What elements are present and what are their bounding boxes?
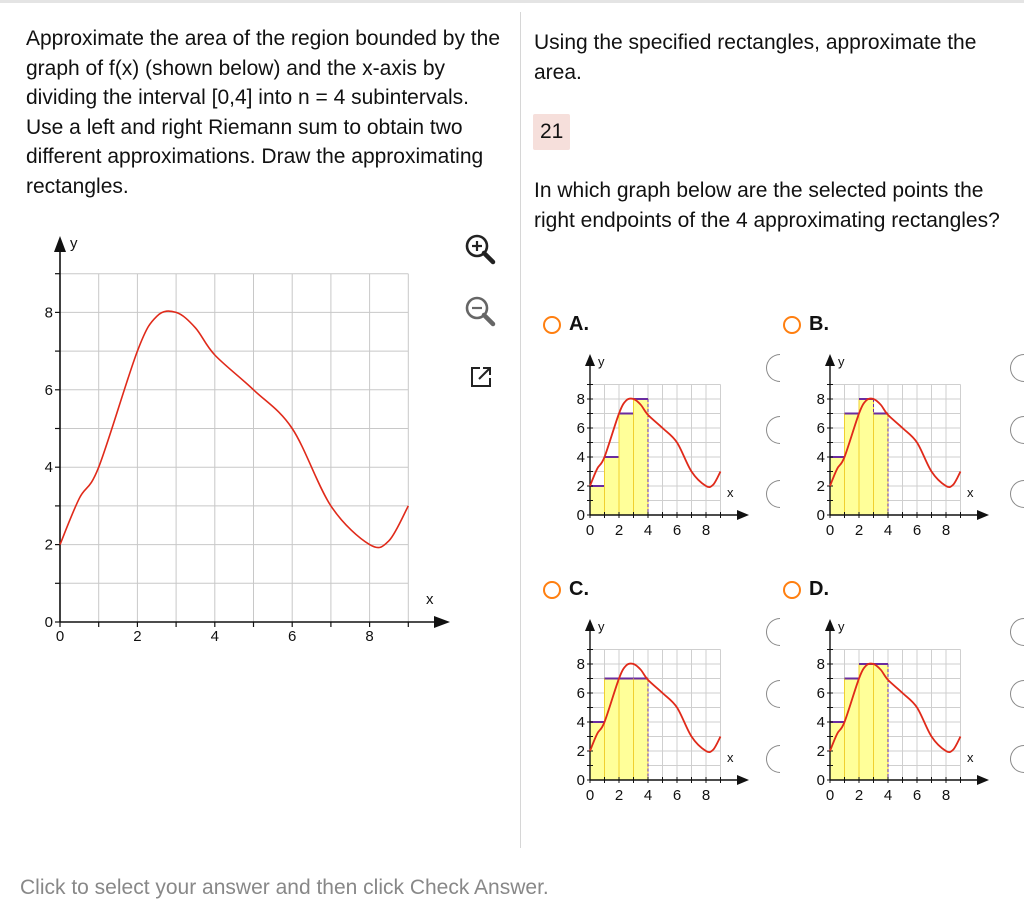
choice-a-graph — [562, 352, 752, 552]
mini-x-label: x — [967, 750, 974, 765]
side-prompt: Using the specified rectangles, approximate the area. — [534, 31, 977, 84]
mini-y-tick-label: 0 — [576, 772, 585, 789]
mini-x-tick-label: 4 — [643, 787, 653, 804]
mini-x-axis-arrow — [737, 775, 749, 785]
main-graph-ticks — [45, 274, 409, 645]
mini-x-tick-label: 6 — [672, 522, 682, 539]
mini-x-tick-label: 2 — [614, 522, 624, 539]
enlarge-graph-tab[interactable] — [1010, 618, 1024, 646]
mini-x-tick-label: 8 — [701, 522, 711, 539]
mini-x-axis-arrow — [977, 510, 989, 520]
x-tick-label: 8 — [365, 628, 374, 645]
riemann-rect — [619, 414, 634, 516]
mini-x-tick-label: 4 — [883, 787, 893, 804]
riemann-rect — [859, 664, 874, 780]
choice-b-graph — [802, 352, 992, 552]
choice-c[interactable] — [543, 578, 589, 601]
main-graph — [30, 232, 460, 652]
choice-d-radio[interactable] — [783, 581, 801, 599]
mini-y-tick-label: 2 — [576, 478, 585, 495]
zoom-out-button[interactable] — [463, 294, 497, 328]
choice-a-radio[interactable] — [543, 316, 561, 334]
new-window-button[interactable] — [466, 362, 500, 396]
main-graph-y-label: y — [70, 235, 78, 252]
enlarge-graph-tab[interactable] — [766, 745, 780, 773]
choice-a[interactable] — [543, 313, 589, 336]
choice-b-radio[interactable] — [783, 316, 801, 334]
mini-x-tick-label: 8 — [701, 787, 711, 804]
mini-x-tick-label: 8 — [941, 787, 951, 804]
mini-y-axis-arrow — [585, 354, 595, 366]
choice-c-label: C. — [569, 578, 589, 600]
mini-x-tick-label: 2 — [854, 522, 864, 539]
y-tick-label: 8 — [44, 304, 53, 322]
mini-y-label: y — [838, 619, 845, 634]
column-divider — [520, 12, 521, 848]
y-tick-label: 6 — [44, 381, 53, 399]
choice-question: In which graph below are the selected points the right endpoints of the 4 approximating rectangles? — [534, 179, 1000, 232]
choice-c-graph — [562, 617, 752, 817]
y-axis-arrow — [54, 236, 66, 252]
zoom-in-button[interactable] — [463, 232, 497, 266]
footer-instruction: Click to select your answer and then click Check Answer. — [20, 876, 549, 899]
choice-b-label: B. — [809, 313, 829, 335]
riemann-rect — [634, 399, 649, 515]
mini-x-tick-label: 6 — [912, 522, 922, 539]
x-axis-arrow — [434, 616, 450, 628]
riemann-rect — [605, 679, 620, 781]
choice-c-radio[interactable] — [543, 581, 561, 599]
mini-x-tick-label: 6 — [912, 787, 922, 804]
mini-y-tick-label: 0 — [816, 507, 825, 524]
problem-prompt: Approximate the area of the region bounded by the graph of f(x) (shown below) and the x-axis by dividing the interval [0,4] into n = 4 subintervals. Use a left and right Riemann sum to obtain two different approximations. Draw the approximating rectangles. — [26, 27, 500, 198]
enlarge-graph-tab[interactable] — [1010, 354, 1024, 382]
mini-y-label: y — [838, 354, 845, 369]
choice-b[interactable] — [783, 313, 829, 336]
function-curve — [60, 311, 408, 548]
mini-x-label: x — [967, 485, 974, 500]
mini-x-tick-label: 0 — [585, 787, 595, 804]
mini-y-tick-label: 4 — [816, 714, 825, 731]
riemann-rect — [874, 414, 889, 516]
choice-d-graph — [802, 617, 992, 817]
mini-y-tick-label: 4 — [576, 449, 585, 466]
riemann-rect — [634, 679, 649, 781]
riemann-rect — [605, 457, 620, 515]
mini-y-tick-label: 6 — [816, 685, 825, 702]
x-tick-label: 6 — [288, 628, 297, 645]
mini-y-tick-label: 4 — [816, 449, 825, 466]
x-tick-label: 4 — [210, 628, 219, 645]
riemann-rect — [845, 679, 860, 781]
mini-x-label: x — [727, 750, 734, 765]
mini-y-tick-label: 6 — [576, 685, 585, 702]
mini-x-tick-label: 4 — [883, 522, 893, 539]
zoom-in-icon — [463, 232, 497, 266]
enlarge-graph-tab[interactable] — [1010, 680, 1024, 708]
choice-d[interactable] — [783, 578, 829, 601]
mini-y-tick-label: 8 — [576, 656, 585, 673]
choice-a-label: A. — [569, 313, 589, 335]
mini-x-tick-label: 0 — [825, 787, 835, 804]
mini-y-tick-label: 8 — [576, 391, 585, 408]
zoom-out-icon — [463, 294, 497, 328]
x-tick-label: 0 — [55, 628, 65, 645]
mini-x-axis-arrow — [737, 510, 749, 520]
y-tick-label: 0 — [44, 614, 53, 631]
mini-y-tick-label: 2 — [816, 743, 825, 760]
answer-value: 21 — [533, 114, 570, 150]
enlarge-graph-tab[interactable] — [766, 354, 780, 382]
enlarge-graph-tab[interactable] — [766, 480, 780, 508]
riemann-rect — [845, 414, 860, 516]
mini-x-tick-label: 0 — [825, 522, 835, 539]
main-graph-grid — [60, 274, 408, 622]
mini-x-tick-label: 4 — [643, 522, 653, 539]
mini-y-tick-label: 6 — [576, 420, 585, 437]
mini-x-tick-label: 2 — [614, 787, 624, 804]
y-tick-label: 2 — [44, 536, 53, 554]
mini-x-tick-label: 0 — [585, 522, 595, 539]
mini-y-tick-label: 2 — [816, 478, 825, 495]
mini-y-tick-label: 8 — [816, 656, 825, 673]
mini-y-tick-label: 8 — [816, 391, 825, 408]
riemann-rect — [619, 679, 634, 781]
mini-x-label: x — [727, 485, 734, 500]
enlarge-graph-tab[interactable] — [1010, 416, 1024, 444]
choice-d-label: D. — [809, 578, 829, 600]
y-tick-label: 4 — [44, 459, 53, 477]
mini-y-tick-label: 0 — [816, 772, 825, 789]
mini-y-axis-arrow — [585, 619, 595, 631]
top-border — [0, 0, 1024, 3]
riemann-rect — [859, 399, 874, 515]
mini-y-tick-label: 0 — [576, 507, 585, 524]
enlarge-graph-tab[interactable] — [1010, 480, 1024, 508]
mini-y-tick-label: 6 — [816, 420, 825, 437]
enlarge-graph-tab[interactable] — [1010, 745, 1024, 773]
new-window-icon — [466, 362, 496, 392]
enlarge-graph-tab[interactable] — [766, 618, 780, 646]
mini-y-axis-arrow — [825, 354, 835, 366]
enlarge-graph-tab[interactable] — [766, 416, 780, 444]
enlarge-graph-tab[interactable] — [766, 680, 780, 708]
mini-y-axis-arrow — [825, 619, 835, 631]
mini-y-tick-label: 4 — [576, 714, 585, 731]
mini-x-tick-label: 2 — [854, 787, 864, 804]
mini-x-tick-label: 6 — [672, 787, 682, 804]
main-graph-x-label: x — [426, 591, 434, 608]
mini-y-tick-label: 2 — [576, 743, 585, 760]
main-graph-axes — [54, 236, 450, 628]
x-tick-label: 2 — [133, 628, 142, 645]
riemann-rect — [874, 664, 889, 780]
mini-y-label: y — [598, 354, 605, 369]
mini-y-label: y — [598, 619, 605, 634]
mini-x-axis-arrow — [977, 775, 989, 785]
mini-x-tick-label: 8 — [941, 522, 951, 539]
